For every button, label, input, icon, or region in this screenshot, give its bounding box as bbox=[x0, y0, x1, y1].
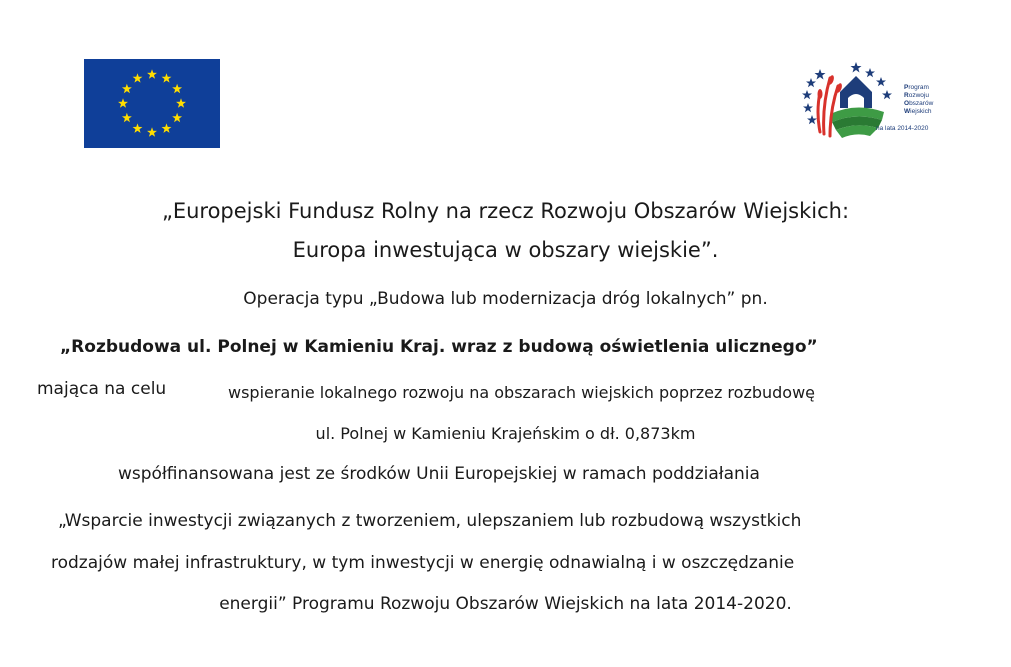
eu-stars-icon bbox=[84, 59, 220, 148]
title-line-1: „Europejski Fundusz Rolny na rzecz Rozwoju Obszarów Wiejskich: bbox=[161, 199, 850, 223]
aim-text: wspieranie lokalnego rozwoju na obszarach wiejskich poprzez rozbudowę bbox=[228, 383, 816, 402]
prow-logo bbox=[800, 56, 950, 142]
operation-type: Operacja typu „Budowa lub modernizacja dróg lokalnych” pn. bbox=[243, 289, 768, 309]
prow-cap: P bbox=[904, 84, 909, 91]
eu-star-icon bbox=[118, 98, 128, 107]
measure-line-1: „Wsparcie inwestycji związanych z tworzeniem, ulepszaniem lub rozbudową wszystkich bbox=[58, 511, 802, 531]
eu-star-icon bbox=[162, 123, 172, 132]
prow-line bbox=[904, 100, 933, 108]
eu-star-icon bbox=[133, 73, 143, 82]
prow-rest: rogram bbox=[908, 84, 929, 91]
aim-lead: mająca na celu bbox=[37, 379, 167, 399]
prow-line bbox=[904, 108, 933, 116]
eu-star-icon bbox=[172, 84, 182, 93]
measure-line-3: energii” Programu Rozwoju Obszarów Wiejskich na lata 2014-2020. bbox=[219, 594, 792, 614]
eu-star-icon bbox=[122, 84, 132, 93]
prow-rest: bszarów bbox=[909, 100, 934, 107]
measure-line-2: rodzajów małej infrastruktury, w tym inwestycji w energię odnawialną i w oszczędzanie bbox=[51, 553, 795, 573]
prow-rest: ozwoju bbox=[908, 92, 929, 99]
eu-star-icon bbox=[133, 123, 143, 132]
eu-star-icon bbox=[147, 69, 157, 78]
eu-star-icon bbox=[176, 98, 186, 107]
eu-flag-logo bbox=[84, 59, 220, 148]
prow-name bbox=[904, 84, 933, 116]
prow-cap: R bbox=[904, 92, 909, 99]
prow-line bbox=[904, 92, 933, 100]
cofinancing-text: współfinansowana jest ze środków Unii Europejskiej w ramach poddziałania bbox=[118, 464, 760, 484]
prow-cap: W bbox=[904, 108, 911, 115]
prow-cap: O bbox=[904, 100, 910, 107]
eu-star-icon bbox=[122, 113, 132, 122]
title-line-2: Europa inwestująca w obszary wiejskie”. bbox=[292, 238, 719, 262]
eu-star-icon bbox=[162, 73, 172, 82]
prow-rest: iejskich bbox=[910, 108, 932, 115]
prow-line bbox=[904, 84, 933, 92]
project-name: „Rozbudowa ul. Polnej w Kamieniu Kraj. wraz z budową oświetlenia ulicznego” bbox=[60, 337, 818, 357]
street-description: ul. Polnej w Kamieniu Krajeńskim o dł. 0,873km bbox=[315, 424, 696, 443]
eu-star-icon bbox=[147, 127, 157, 136]
eu-star-icon bbox=[172, 113, 182, 122]
prow-years: na lata 2014-2020 bbox=[876, 125, 929, 132]
